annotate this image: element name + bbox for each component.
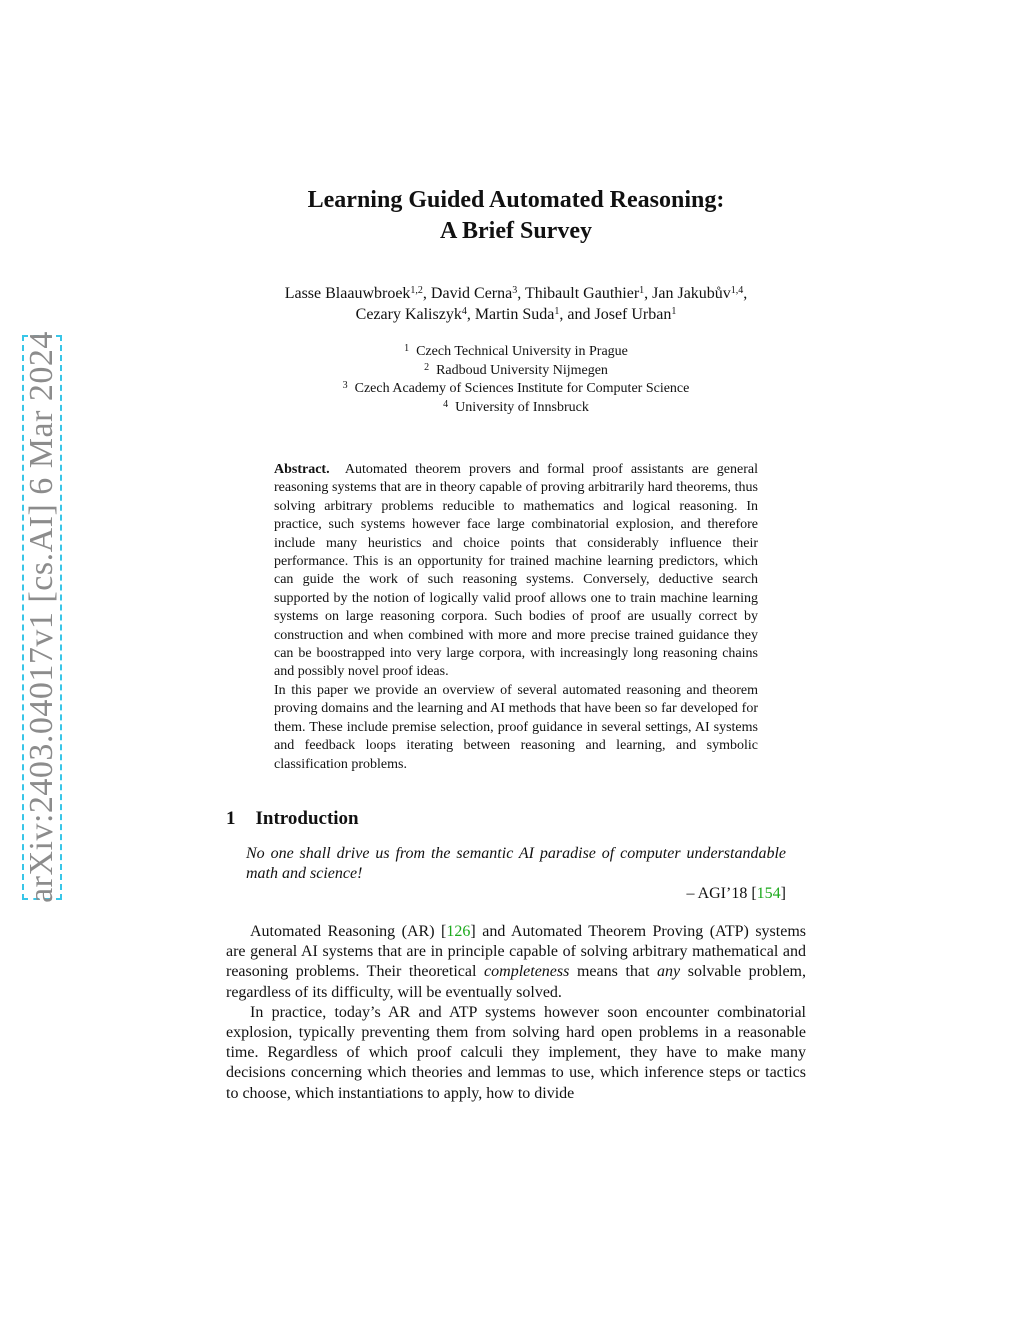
paper-page: [226, 185, 806, 1104]
paper-title: [226, 185, 806, 247]
epigraph-source: – AGI’18 [154]: [686, 884, 786, 902]
body-text: [226, 922, 806, 1104]
citation-link[interactable]: 126: [446, 922, 471, 940]
abstract: [274, 461, 758, 774]
abstract-paragraph: In this paper we provide an overview of several automated reasoning and theorem proving domains and the learning and AI methods that have been so far developed for them. These include premise selection, proof guidance in several settings, AI systems and feedback loops iterating between reasoning and learning, and symbolic classification problems.: [274, 682, 758, 772]
affiliation: $^1$ Czech Technical University in Prague: [404, 343, 628, 359]
author: Josef Urban$^1$: [594, 306, 677, 323]
author: Lasse Blaauwbroek$^{1,2}$,: [284, 285, 431, 302]
abstract-paragraph: Abstract. Automated theorem provers and formal proof assistants are general reasoning systems that are in theory capable of proving arbitrarily hard theorems, thus solving arbitrary problems reducible to mathematics and logical reasoning. In practice, such systems however face large combinatorial explosion, and therefore include many heuristics and choice points that considerably influence their performance. This is an opportunity for trained machine learning predictors, which can guide the work of such reasoning systems. Conversely, deductive search supported by the notion of logically valid proof allows one to train machine learning systems on large reasoning corpora. Such bodies of proof are usually correct by construction and when combined with more and more precise trained guidance they can be boostrapped into very large corpora, with increasingly long reasoning chains and possibly novel proof ideas.: [274, 462, 759, 680]
author: Thibault Gauthier$^1$,: [524, 285, 653, 302]
affiliation-list: [226, 343, 806, 417]
affiliation: $^2$ Radboud University Nijmegen: [424, 361, 608, 378]
author: Jan Jakubův$^{1,4}$,: [652, 285, 748, 302]
section-title: Introduction: [255, 807, 359, 829]
affiliation: $^3$ Czech Academy of Sciences Institute for Computer Science: [342, 380, 690, 396]
body-paragraph: Automated Reasoning (AR) [126] and Automated Theorem Proving (ATP) systems are general AI systems that are in principle capable of solving arbitrary mathematical and reasoning problems. Their theoretical completeness means that any solvable problem, regardless of its difficulty, will be eventually solved.: [226, 922, 807, 1001]
section-heading: [226, 808, 806, 830]
title-line-1: Learning Guided Automated Reasoning:: [307, 187, 725, 213]
author: Martin Suda$^1$, and: [474, 306, 595, 323]
arxiv-identifier: arXiv:2403.04017v1 [cs.AI] 6 Mar 2024: [23, 331, 60, 903]
abstract-label: Abstract.: [274, 462, 330, 477]
affiliation: $^4$ University of Innsbruck: [443, 398, 589, 415]
author-list: [226, 283, 806, 325]
section-number: 1: [226, 807, 236, 829]
epigraph-quote: No one shall drive us from the semantic AI paradise of computer understandable math and science!: [246, 844, 786, 882]
citation-link[interactable]: 154: [756, 884, 781, 902]
epigraph: [246, 844, 786, 904]
body-paragraph: In practice, today’s AR and ATP systems however soon encounter combinatorial explosion, typically preventing them from solving hard open problems in a reasonable time. Regardless of which proof calculi they implement, they have to make many decisions concerning which theories and lemmas to use, which inference steps or tactics to choose, which instantiations to apply, how to divide: [226, 1003, 806, 1102]
author: Cezary Kaliszyk$^4$,: [355, 306, 475, 323]
author: David Cerna$^3$,: [430, 285, 525, 302]
title-line-2: A Brief Survey: [440, 218, 592, 244]
